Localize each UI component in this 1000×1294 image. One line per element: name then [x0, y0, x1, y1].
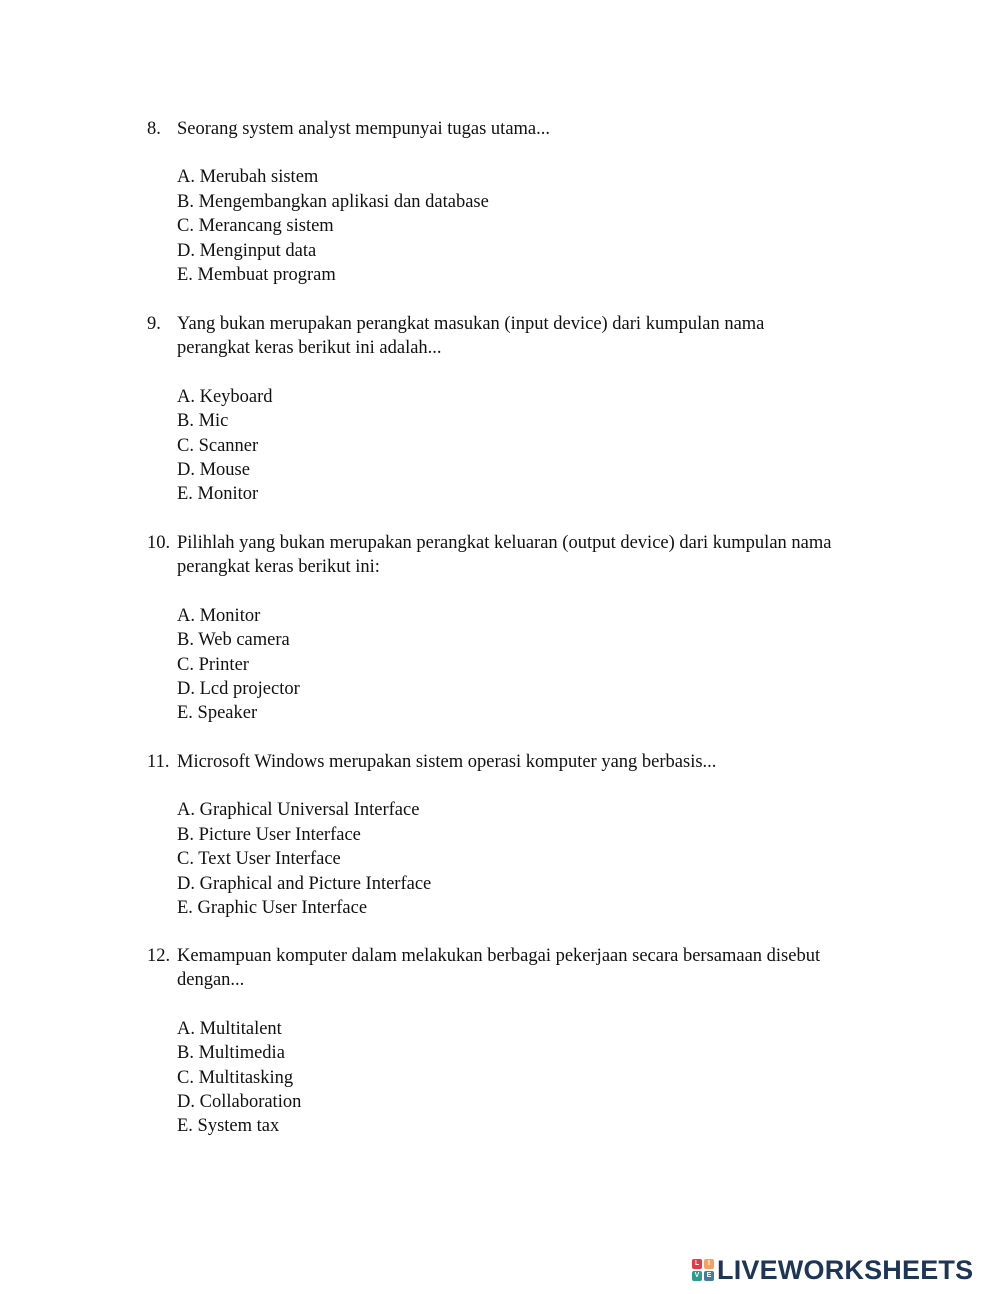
question-8: [0, 117, 1000, 287]
liveworksheets-logo: [692, 1255, 973, 1285]
option-b[interactable]: B. Mengembangkan aplikasi dan database: [177, 191, 489, 212]
option-b[interactable]: B. Web camera: [177, 630, 290, 651]
logo-mark-cell: V: [692, 1271, 702, 1281]
option-e[interactable]: E. System tax: [177, 1116, 280, 1137]
question-text: Yang bukan merupakan perangkat masukan (input device) dari kumpulan nama: [177, 314, 765, 334]
question-text: Pilihlah yang bukan merupakan perangkat keluaran (output device) dari kumpulan nama: [177, 533, 832, 553]
option-a[interactable]: A. Monitor: [177, 605, 261, 626]
option-c[interactable]: C. Printer: [177, 654, 249, 675]
option-e[interactable]: E. Graphic User Interface: [177, 897, 368, 918]
option-a[interactable]: A. Multitalent: [177, 1018, 282, 1039]
question-line: [0, 312, 1000, 336]
question-12: [0, 944, 1000, 1139]
logo-text: LIVEWORKSHEETS: [717, 1255, 974, 1285]
logo-mark-cell: I: [704, 1259, 714, 1269]
question-number: 11.: [147, 752, 170, 772]
question-text-continued: perangkat keras berikut ini:: [177, 557, 380, 578]
question-line: [0, 968, 1000, 992]
question-text: Kemampuan komputer dalam melakukan berbagai pekerjaan secara bersamaan disebut: [177, 946, 821, 966]
question-number: 10.: [147, 533, 171, 553]
question-line: [0, 117, 1000, 141]
option-b[interactable]: B. Mic: [177, 411, 229, 432]
logo-mark-icon: [692, 1259, 714, 1281]
option-list: [0, 165, 1000, 287]
option-a[interactable]: A. Graphical Universal Interface: [177, 800, 420, 821]
option-list: [0, 1017, 1000, 1139]
question-text: Microsoft Windows merupakan sistem operasi komputer yang berbasis...: [177, 752, 717, 772]
question-text-continued: dengan...: [177, 970, 245, 991]
option-list: [0, 798, 1000, 920]
question-11: [0, 750, 1000, 920]
option-b[interactable]: B. Multimedia: [177, 1043, 285, 1064]
option-d[interactable]: D. Lcd projector: [177, 678, 300, 699]
question-line: [0, 944, 1000, 968]
question-number: 8.: [147, 119, 161, 139]
logo-mark-cell: E: [704, 1271, 714, 1281]
option-c[interactable]: C. Scanner: [177, 435, 259, 456]
option-e[interactable]: E. Speaker: [177, 703, 258, 724]
option-e[interactable]: E. Membuat program: [177, 264, 336, 285]
option-c[interactable]: C. Merancang sistem: [177, 216, 334, 237]
question-line: [0, 336, 1000, 360]
option-c[interactable]: C. Text User Interface: [177, 849, 341, 870]
option-list: [0, 604, 1000, 726]
question-10: [0, 531, 1000, 726]
option-d[interactable]: D. Mouse: [177, 459, 250, 480]
option-c[interactable]: C. Multitasking: [177, 1067, 294, 1088]
option-e[interactable]: E. Monitor: [177, 484, 259, 505]
option-d[interactable]: D. Graphical and Picture Interface: [177, 873, 432, 894]
question-line: [0, 750, 1000, 774]
question-9: [0, 312, 1000, 507]
question-line: [0, 531, 1000, 555]
option-a[interactable]: A. Merubah sistem: [177, 167, 319, 188]
option-d[interactable]: D. Collaboration: [177, 1091, 302, 1112]
option-d[interactable]: D. Menginput data: [177, 240, 317, 261]
logo-mark-cell: L: [692, 1259, 702, 1269]
question-text: Seorang system analyst mempunyai tugas utama...: [177, 119, 551, 139]
question-text-continued: perangkat keras berikut ini adalah...: [177, 338, 442, 359]
option-a[interactable]: A. Keyboard: [177, 386, 273, 407]
question-number: 9.: [147, 314, 161, 334]
option-b[interactable]: B. Picture User Interface: [177, 824, 361, 845]
option-list: [0, 385, 1000, 507]
question-line: [0, 555, 1000, 579]
question-number: 12.: [147, 946, 171, 966]
